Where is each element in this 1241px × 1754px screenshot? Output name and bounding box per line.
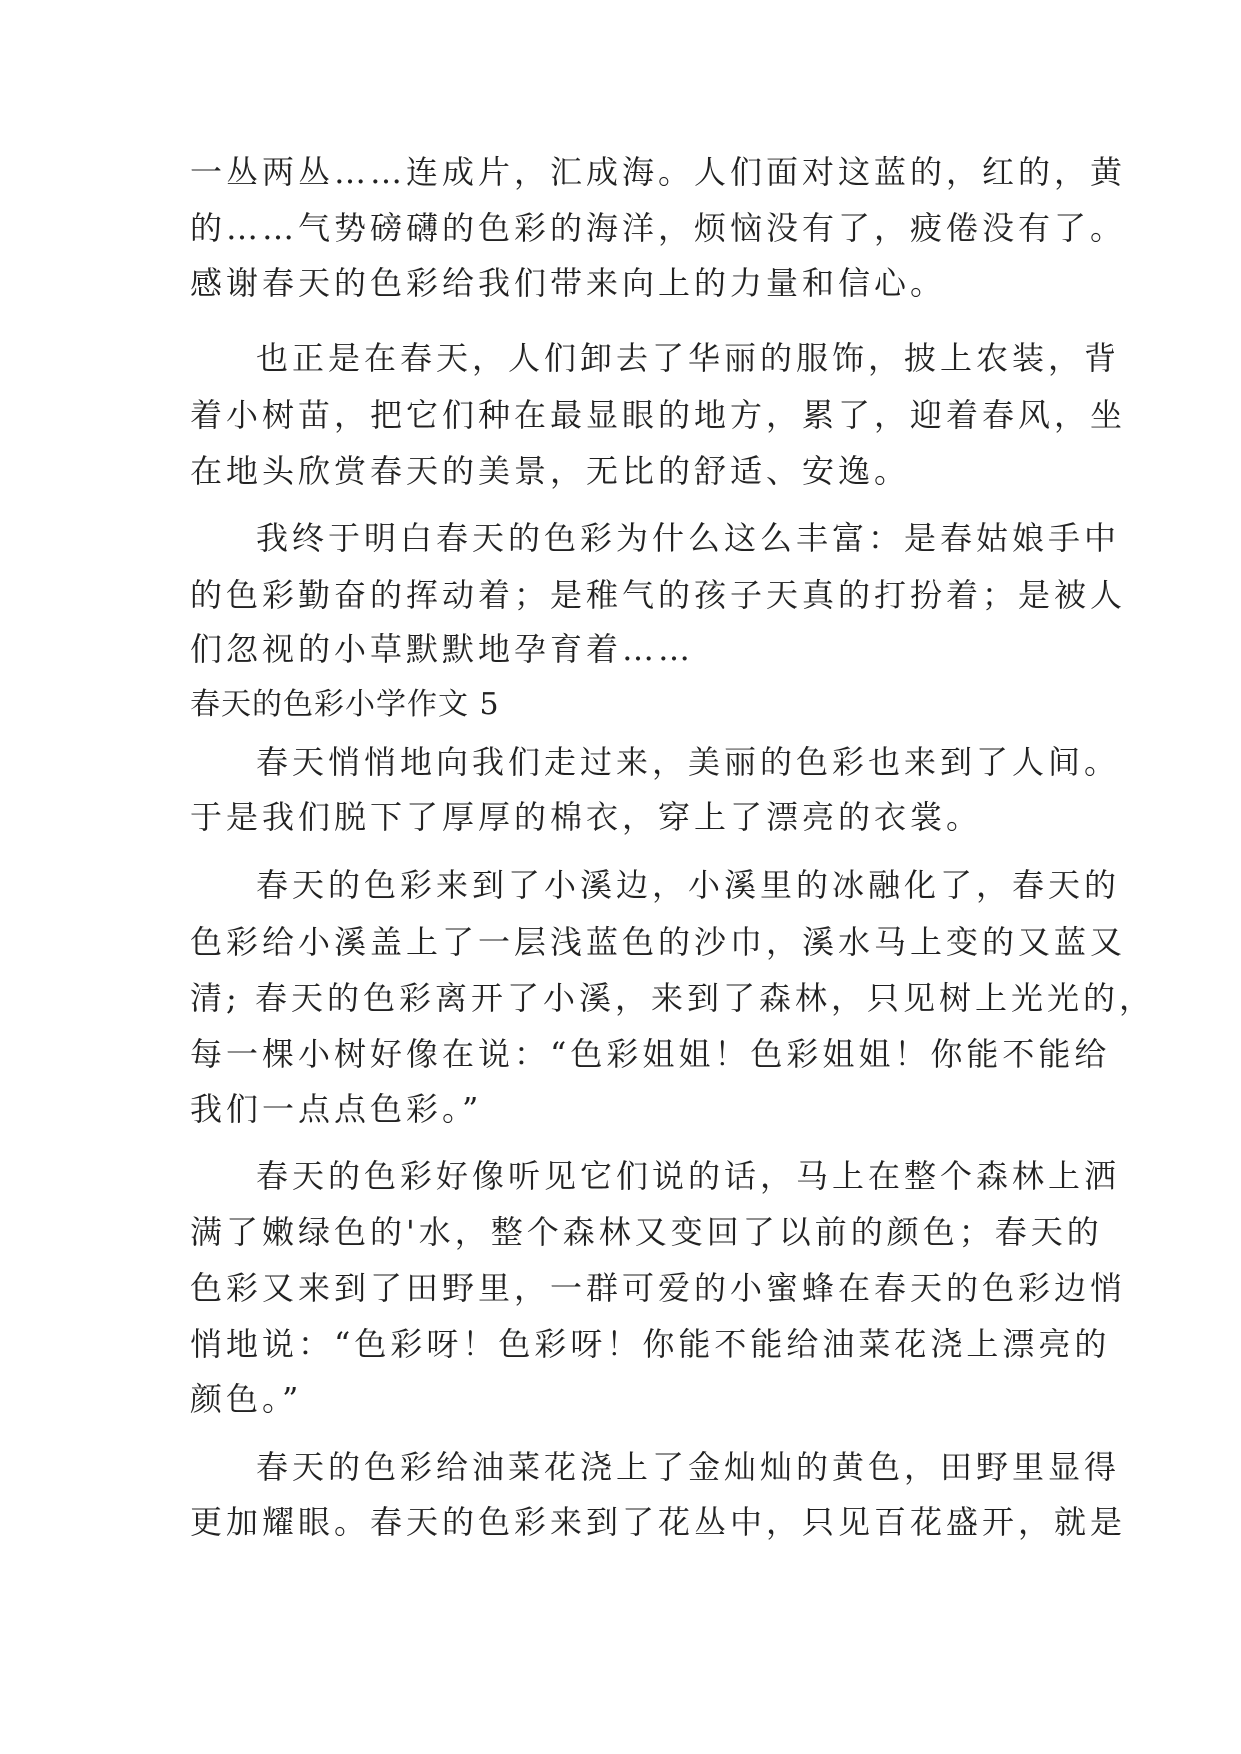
text-line: 在地头欣赏春天的美景，无比的舒适、安逸。 xyxy=(190,452,911,490)
text-line: 着小树苗，把它们种在最显眼的地方，累了，迎着春风，坐 xyxy=(190,396,1127,434)
essay-title: 春天的色彩小学作文 5 xyxy=(190,687,500,722)
text-line: 满了嫩绿色的'水，整个森林又变回了以前的颜色；春天的 xyxy=(190,1213,1103,1251)
paragraph-start-line: 我终于明白春天的色彩为什么这么丰富：是春姑娘手中 xyxy=(256,519,1121,557)
text-line: 的……气势磅礴的色彩的海洋，烦恼没有了，疲倦没有了。 xyxy=(190,209,1127,247)
text-line: 色彩给小溪盖上了一层浅蓝色的沙巾，溪水马上变的又蓝又 xyxy=(190,923,1127,961)
text-line: 更加耀眼。春天的色彩来到了花丛中，只见百花盛开，就是 xyxy=(190,1503,1127,1541)
text-line: 色彩又来到了田野里，一群可爱的小蜜蜂在春天的色彩边悄 xyxy=(190,1269,1127,1307)
text-line: 感谢春天的色彩给我们带来向上的力量和信心。 xyxy=(190,264,947,302)
text-line: 们忽视的小草默默地孕育着…… xyxy=(190,630,695,668)
text-line: 我们一点点色彩。” xyxy=(190,1090,483,1128)
text-line: 颜色。” xyxy=(190,1380,303,1418)
text-line: 一丛两丛……连成片，汇成海。人们面对这蓝的，红的，黄 xyxy=(190,153,1127,191)
paragraph-start-line: 春天悄悄地向我们走过来，美丽的色彩也来到了人间。 xyxy=(256,743,1121,781)
text-line: 悄地说：“色彩呀！色彩呀！你能不能给油菜花浇上漂亮的 xyxy=(190,1325,1111,1363)
paragraph-start-line: 也正是在春天，人们卸去了华丽的服饰，披上农装，背 xyxy=(256,339,1121,377)
paragraph-start-line: 春天的色彩来到了小溪边，小溪里的冰融化了，春天的 xyxy=(256,866,1121,904)
text-line: 的色彩勤奋的挥动着；是稚气的孩子天真的打扮着；是被人 xyxy=(190,576,1127,614)
paragraph-start-line: 春天的色彩给油菜花浇上了金灿灿的黄色，田野里显得 xyxy=(256,1448,1121,1486)
text-line: 清; 春天的色彩离开了小溪，来到了森林，只见树上光光的， xyxy=(190,979,1155,1017)
text-line: 每一棵小树好像在说：“色彩姐姐！色彩姐姐！你能不能给 xyxy=(190,1035,1111,1073)
paragraph-start-line: 春天的色彩好像听见它们说的话，马上在整个森林上洒 xyxy=(256,1157,1121,1195)
text-line: 于是我们脱下了厚厚的棉衣，穿上了漂亮的衣裳。 xyxy=(190,798,983,836)
